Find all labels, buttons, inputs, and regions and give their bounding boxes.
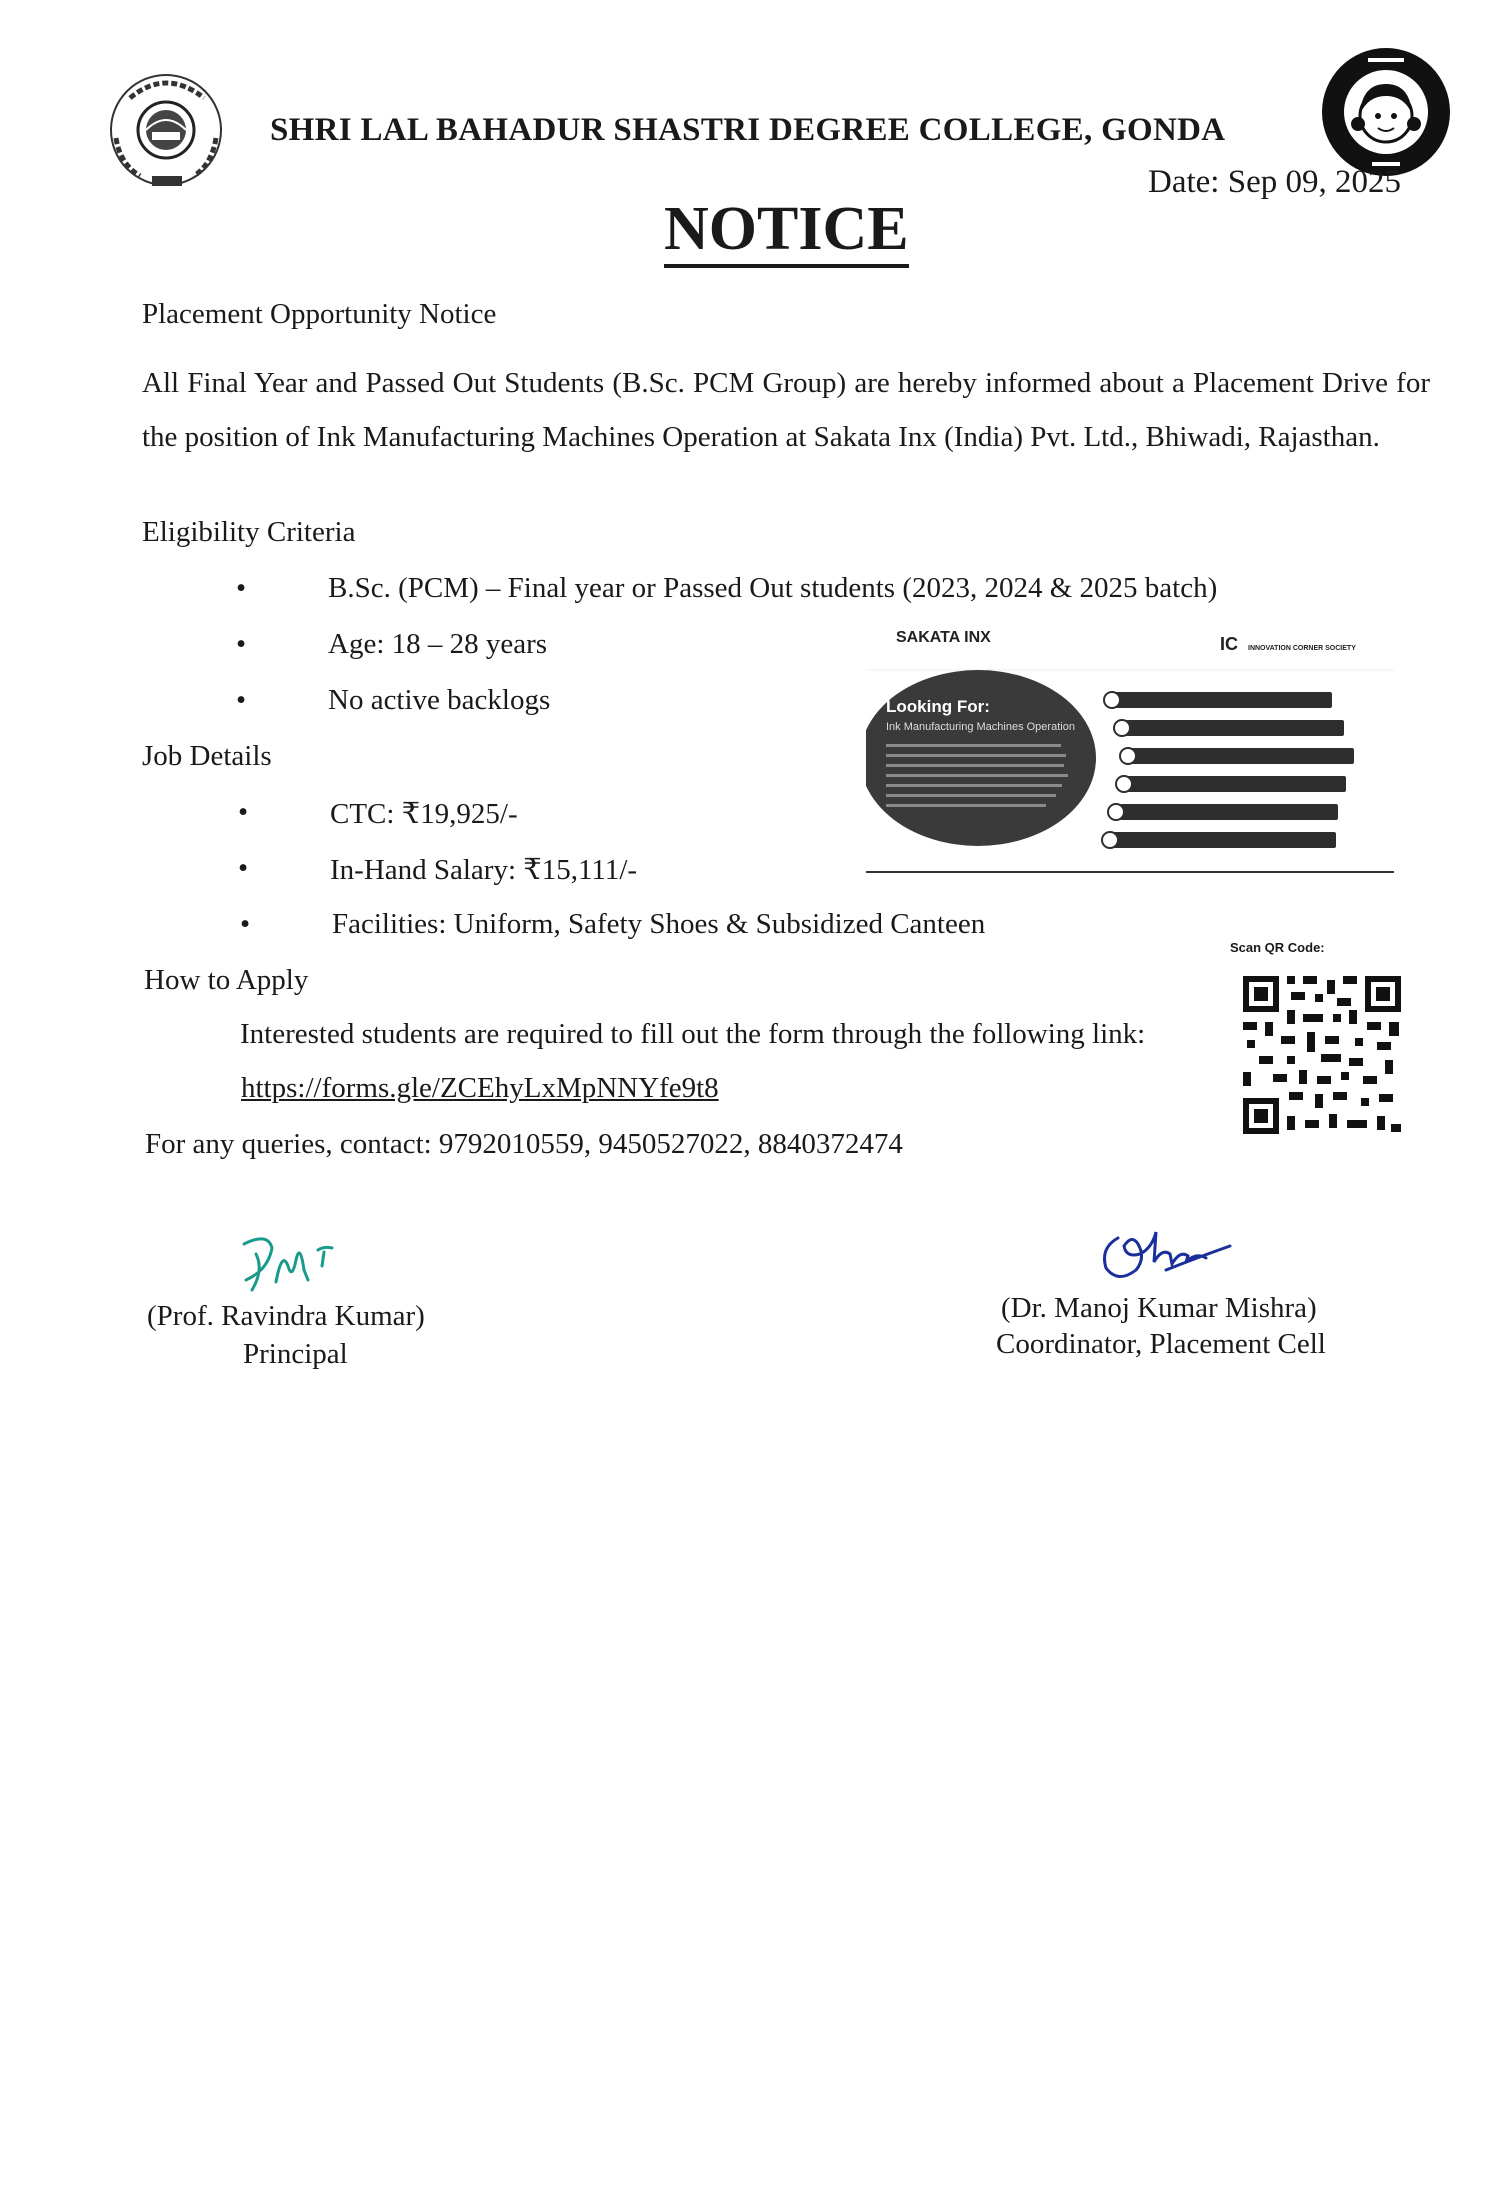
notice-subject: Placement Opportunity Notice bbox=[142, 298, 497, 330]
poster-role: Ink Manufacturing Machines Operation bbox=[886, 721, 1075, 733]
recruitment-poster bbox=[866, 620, 1394, 876]
poster-looking-for: Looking For: bbox=[886, 697, 990, 716]
poster-partner: IC bbox=[1220, 634, 1238, 654]
beti-bachao-logo bbox=[1318, 44, 1454, 180]
notice-title: NOTICE bbox=[664, 196, 909, 268]
bullet-icon: • bbox=[236, 684, 247, 716]
application-form-link[interactable]: https://forms.gle/ZCEhyLxMpNNYfe9t8 bbox=[241, 1072, 719, 1104]
college-name: SHRI LAL BAHADUR SHASTRI DEGREE COLLEGE, GONDA bbox=[270, 112, 1226, 148]
poster-partner-tag: INNOVATION CORNER SOCIETY bbox=[1248, 645, 1356, 652]
job-detail-item: • Facilities: Uniform, Safety Shoes & Subsidized Canteen bbox=[240, 908, 986, 940]
contact-numbers: For any queries, contact: 9792010559, 9450527022, 8840372474 bbox=[145, 1128, 903, 1160]
job-detail-item: • In-Hand Salary: ₹15,111/- bbox=[238, 852, 638, 886]
eligibility-item: • No active backlogs bbox=[236, 684, 551, 716]
principal-name: (Prof. Ravindra Kumar) bbox=[147, 1300, 425, 1332]
qr-code bbox=[1237, 970, 1407, 1140]
eligibility-heading: Eligibility Criteria bbox=[142, 516, 356, 548]
bullet-icon: • bbox=[236, 572, 247, 604]
bullet-icon: • bbox=[238, 796, 249, 828]
apply-instruction: Interested students are required to fill out the form through the following link: bbox=[240, 1018, 1146, 1050]
notice-date: Date: Sep 09, 2025 bbox=[1148, 164, 1401, 200]
bullet-icon: • bbox=[236, 628, 247, 660]
college-logo bbox=[100, 68, 240, 194]
bullet-icon: • bbox=[238, 852, 249, 884]
how-to-apply-heading: How to Apply bbox=[144, 964, 309, 996]
coordinator-role: Coordinator, Placement Cell bbox=[996, 1328, 1326, 1360]
intro-paragraph: All Final Year and Passed Out Students (B.Sc. PCM Group) are hereby informed about a Placement Drive for the position of Ink Manufacturing Machines Operation at Sakata Inx (India) Pvt. Ltd., Bhiwadi, Rajasthan. bbox=[142, 367, 1430, 453]
coordinator-signature bbox=[1096, 1218, 1236, 1294]
principal-signature bbox=[238, 1230, 348, 1300]
job-detail-item: • CTC: ₹19,925/- bbox=[238, 796, 518, 830]
eligibility-item: • Age: 18 – 28 years bbox=[236, 628, 548, 660]
job-details-heading: Job Details bbox=[142, 740, 272, 772]
eligibility-item: • B.Sc. (PCM) – Final year or Passed Out students (2023, 2024 & 2025 batch) bbox=[236, 572, 1218, 604]
qr-label: Scan QR Code: bbox=[1230, 940, 1325, 955]
coordinator-name: (Dr. Manoj Kumar Mishra) bbox=[1001, 1292, 1317, 1324]
principal-role: Principal bbox=[243, 1338, 348, 1370]
bullet-icon: • bbox=[240, 908, 251, 940]
poster-brand: SAKATA INX bbox=[896, 629, 991, 646]
